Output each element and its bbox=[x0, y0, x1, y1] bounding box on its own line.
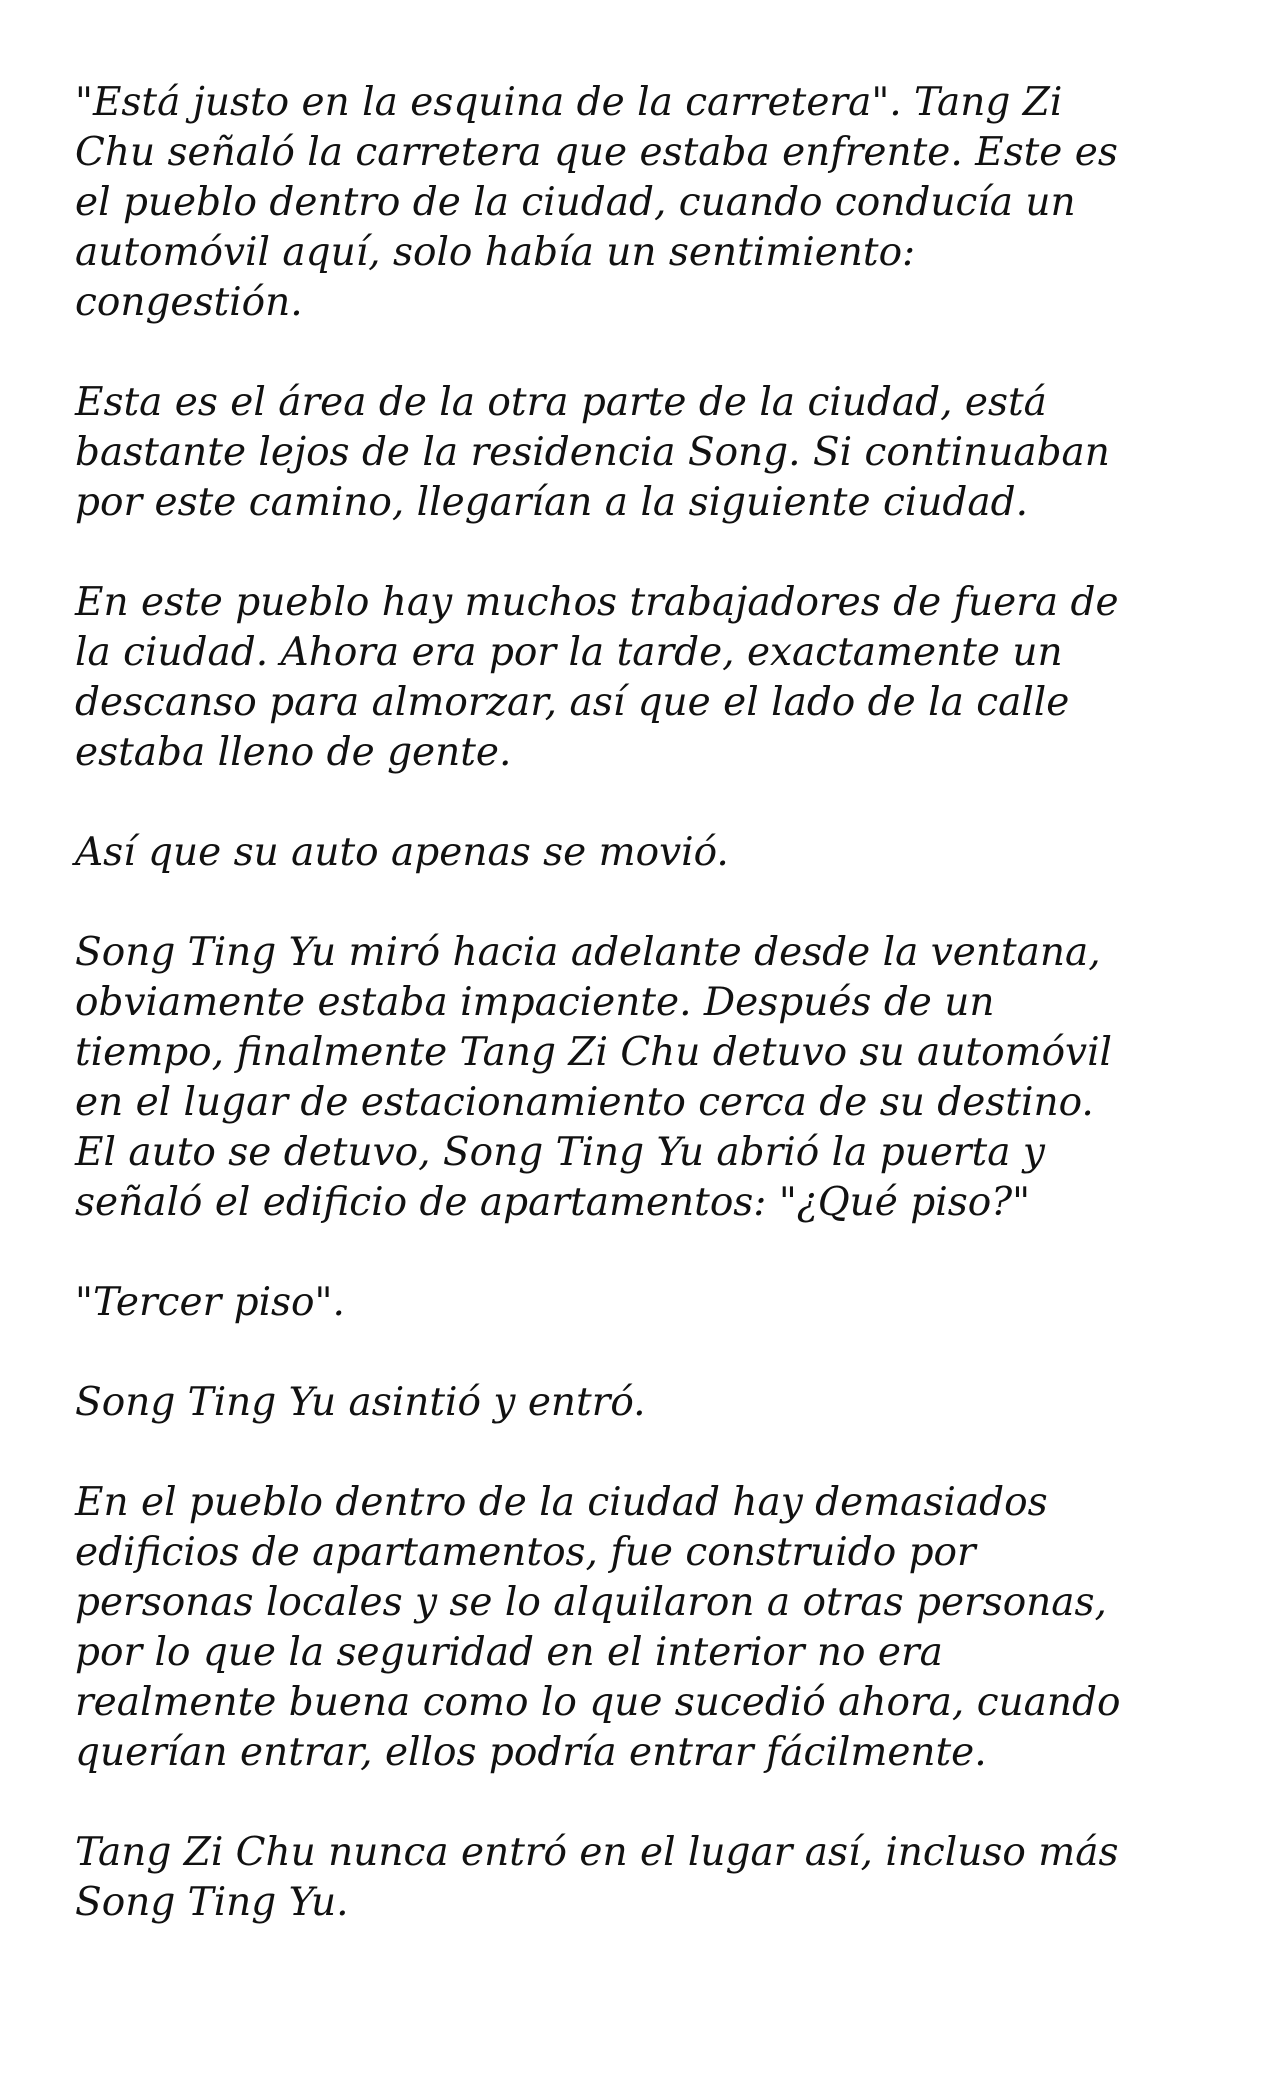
paragraph bbox=[75, 1278, 1225, 1328]
paragraph bbox=[75, 378, 1225, 528]
paragraph bbox=[75, 828, 1225, 878]
text-line: el pueblo dentro de la ciudad, cuando conducía un bbox=[75, 180, 1076, 225]
text-line: Song Ting Yu miró hacia adelante desde la ventana, bbox=[75, 930, 1101, 975]
text-line: en el lugar de estacionamiento cerca de su destino. bbox=[75, 1080, 1094, 1125]
text-line: por este camino, llegarían a la siguiente ciudad. bbox=[75, 480, 1028, 525]
text-line: Song Ting Yu asintió y entró. bbox=[75, 1380, 646, 1425]
text-line: "Tercer piso". bbox=[75, 1280, 345, 1325]
text-line: bastante lejos de la residencia Song. Si continuaban bbox=[75, 430, 1110, 475]
paragraph bbox=[75, 1478, 1225, 1778]
document-body bbox=[75, 78, 1225, 1978]
text-line: En el pueblo dentro de la ciudad hay demasiados bbox=[75, 1480, 1048, 1525]
text-line: señaló el edificio de apartamentos: "¿Qué piso?" bbox=[75, 1180, 1031, 1225]
text-line: Chu señaló la carretera que estaba enfrente. Este es bbox=[75, 130, 1118, 175]
paragraph bbox=[75, 1828, 1225, 1928]
text-line: la ciudad. Ahora era por la tarde, exactamente un bbox=[75, 630, 1063, 675]
text-line: Así que su auto apenas se movió. bbox=[75, 830, 729, 875]
text-line: personas locales y se lo alquilaron a otras personas, bbox=[75, 1580, 1107, 1625]
text-line: Esta es el área de la otra parte de la ciudad, está bbox=[75, 380, 1047, 425]
text-line: "Está justo en la esquina de la carretera". Tang Zi bbox=[75, 80, 1063, 125]
text-line: Song Ting Yu. bbox=[75, 1880, 349, 1925]
text-line: automóvil aquí, solo había un sentimiento: bbox=[75, 230, 916, 275]
text-line: En este pueblo hay muchos trabajadores de fuera de bbox=[75, 580, 1119, 625]
text-line: estaba lleno de gente. bbox=[75, 730, 512, 775]
text-line: querían entrar, ellos podría entrar fácilmente. bbox=[75, 1730, 987, 1775]
text-line: descanso para almorzar, así que el lado de la calle bbox=[75, 680, 1070, 725]
text-line: El auto se detuvo, Song Ting Yu abrió la puerta y bbox=[75, 1130, 1045, 1175]
paragraph bbox=[75, 1378, 1225, 1428]
paragraph bbox=[75, 578, 1225, 778]
text-line: tiempo, finalmente Tang Zi Chu detuvo su automóvil bbox=[75, 1030, 1113, 1075]
paragraph bbox=[75, 78, 1225, 328]
text-line: Tang Zi Chu nunca entró en el lugar así, incluso más bbox=[75, 1830, 1119, 1875]
text-line: obviamente estaba impaciente. Después de un bbox=[75, 980, 995, 1025]
paragraph bbox=[75, 928, 1225, 1228]
text-line: por lo que la seguridad en el interior no era bbox=[75, 1630, 943, 1675]
text-line: congestión. bbox=[75, 280, 303, 325]
text-line: edificios de apartamentos, fue construido por bbox=[75, 1530, 976, 1575]
text-line: realmente buena como lo que sucedió ahora, cuando bbox=[75, 1680, 1121, 1725]
